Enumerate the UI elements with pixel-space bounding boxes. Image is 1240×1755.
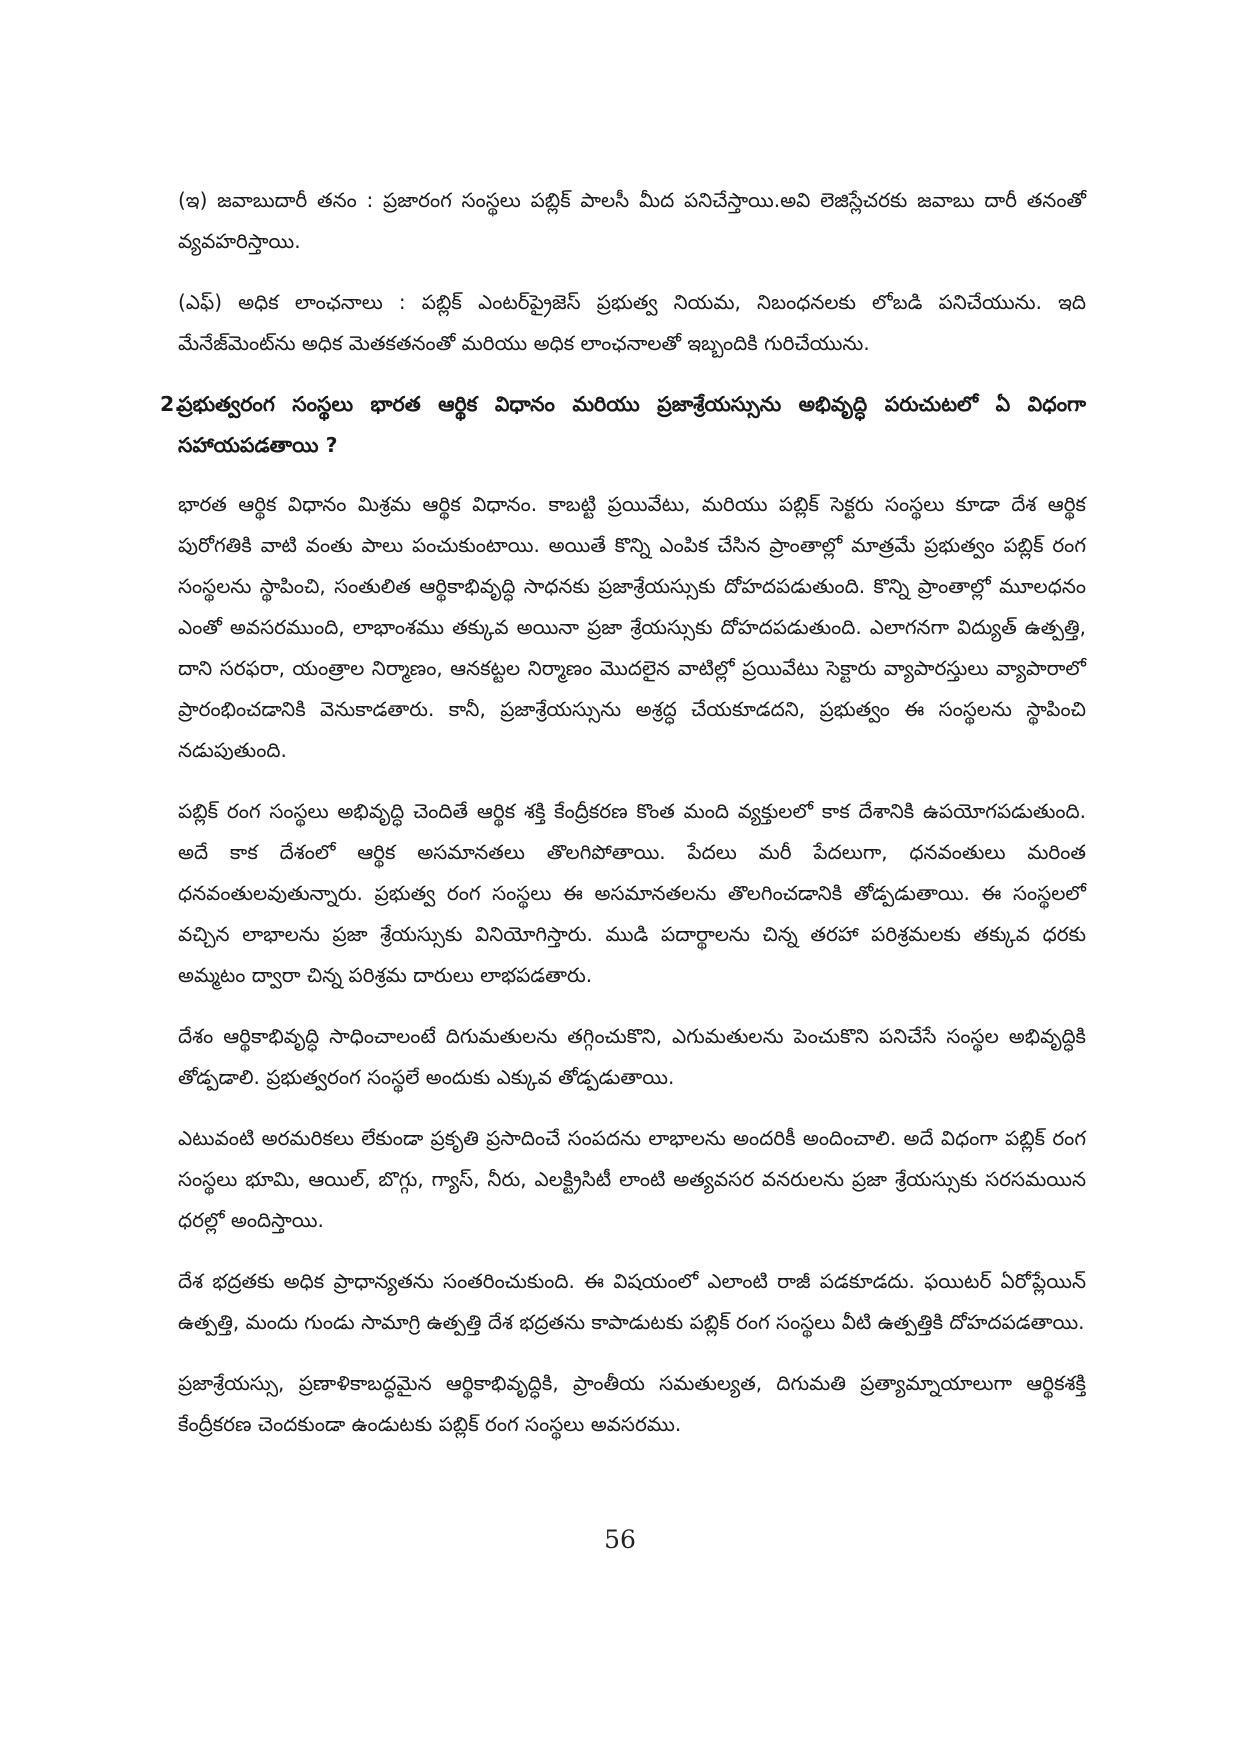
question-text: ప్రభుత్వరంగ సంస్థలు భారత ఆర్థిక విధానం మరియు ప్రజాశ్రేయస్సును అభివృద్ధి పరుచుటలో ఏ విధంగా సహాయపడతాయి ? xyxy=(178,392,1086,457)
paragraph-formalities: (ఎఫ్) అధిక లాంఛనాలు : పబ్లిక్ ఎంటర్‌ప్రైజెస్ ప్రభుత్వ నియమ, నిబంధనలకు లోబడి పనిచేయును. ఇది మేనేజ్‌మెంట్‌ను అధిక మెతకతనంతో మరియు అధిక లాంఛనాలతో ఇబ్బందికి గురిచేయును. xyxy=(178,290,1086,355)
paragraph-answer-5: దేశ భద్రతకు అధిక ప్రాధాన్యతను సంతరించుకుంది. ఈ విషయంలో ఎలాంటి రాజీ పడకూడదు. ఫయిటర్ ఏరోప్లేయిన్ ఉత్పత్తి, మందు గుండు సామాగ్రి ఉత్పత్తి దేశ భద్రతను కాపాడుటకు పబ్లిక్ రంగ సంస్థలు వీటి ఉత్పత్తికి దోహదపడతాయి. xyxy=(178,1269,1086,1334)
paragraph-answer-4: ఎటువంటి అరమరికలు లేకుండా ప్రకృతి ప్రసాదించే సంపదను లాభాలను అందరికీ అందించాలి. అదే విధంగా పబ్లిక్ రంగ సంస్థలు భూమి, ఆయిల్, బొగ్గు, గ్యాస్, నీరు, ఎలక్ట్రిసిటీ లాంటి అత్యవసర వనరులను ప్రజా శ్రేయస్సుకు సరసమయిన ధరల్లో అందిస్తాయి. xyxy=(178,1126,1086,1232)
paragraph-answer-2: పబ్లిక్ రంగ సంస్థలు అభివృద్ధి చెందితే ఆర్థిక శక్తి కేంద్రీకరణ కొంత మంది వ్యక్తులలో కాక దేశానికి ఉపయోగపడుతుంది. అదే కాక దేశంలో ఆర్థిక అసమానతలు తొలగిపోతాయి. పేదలు మరీ పేదలుగా, ధనవంతులు మరింత ధనవంతులవుతున్నారు. ప్రభుత్వ రంగ సంస్థలు ఈ అసమానతలను తొలగించడానికి తోడ్పడుతాయి. ఈ సంస్థలలో వచ్చిన లాభాలను ప్రజా శ్రేయస్సుకు వినియోగిస్తారు. ముడి పదార్థాలను చిన్న తరహా పరిశ్రమలకు తక్కువ ధరకు అమ్మటం ద్వారా చిన్న పరిశ్రమ దారులు లాభపడతారు. xyxy=(178,799,1086,987)
question-heading xyxy=(160,384,1086,466)
paragraph-accountability: (ఇ) జవాబుదారీ తనం : ప్రజారంగ సంస్థలు పబ్లిక్ పాలసీ మీద పనిచేస్తాయి.అవి లెజిస్లేచరకు జవాబు దారీ తనంతో వ్యవహరిస్తాయి. xyxy=(178,188,1086,253)
page-content xyxy=(160,180,1086,1465)
paragraph-answer-3: దేశం ఆర్థికాభివృద్ధి సాధించాలంటే దిగుమతులను తగ్గించుకొని, ఎగుమతులను పెంచుకొని పనిచేసే సంస్థల అభివృద్ధికి తోడ్పడాలి. ప్రభుత్వరంగ సంస్థలే అందుకు ఎక్కువ తోడ్పడుతాయి. xyxy=(178,1024,1086,1089)
paragraph-answer-1: భారత ఆర్థిక విధానం మిశ్రమ ఆర్థిక విధానం. కాబట్టి ప్రయివేటు, మరియు పబ్లిక్ సెక్టరు సంస్థలు కూడా దేశ ఆర్థిక పురోగతికి వాటి వంతు పాలు పంచుకుంటాయి. అయితే కొన్ని ఎంపిక చేసిన ప్రాంతాల్లో మాత్రమే ప్రభుత్వం పబ్లిక్ రంగ సంస్థలను స్థాపించి, సంతులిత ఆర్థికాభివృద్ధి సాధనకు ప్రజాశ్రేయస్సుకు దోహదపడుతుంది. కొన్ని ప్రాంతాల్లో మూలధనం ఎంతో అవసరముంది, లాభాంశము తక్కువ అయినా ప్రజా శ్రేయస్సుకు దోహదపడుతుంది. ఎలాగనగా విద్యుత్ ఉత్పత్తి, దాని సరఫరా, యంత్రాల నిర్మాణం, ఆనకట్టల నిర్మాణం మొదలైన వాటిల్లో ప్రయివేటు సెక్టారు వ్యాపారస్తులు వ్యాపారాలో ప్రారంభించడానికి వెనుకాడతారు. కానీ, ప్రజాశ్రేయస్సును అశ్రద్ధ చేయకూడదని, ప్రభుత్వం ఈ సంస్థలను స్థాపించి నడుపుతుంది. xyxy=(178,492,1086,762)
paragraph-answer-6: ప్రజాశ్రేయస్సు, ప్రణాళికాబద్ధమైన ఆర్థికాభివృద్ధికి, ప్రాంతీయ సమతుల్యత, దిగుమతి ప్రత్యామ్నాయాలుగా ఆర్థికశక్తి కేంద్రీకరణ చెందకుండా ఉండుటకు పబ్లిక్ రంగ సంస్థలు అవసరము. xyxy=(178,1371,1086,1436)
page-number: 56 xyxy=(604,1525,636,1554)
question-number: 2. xyxy=(160,392,183,416)
